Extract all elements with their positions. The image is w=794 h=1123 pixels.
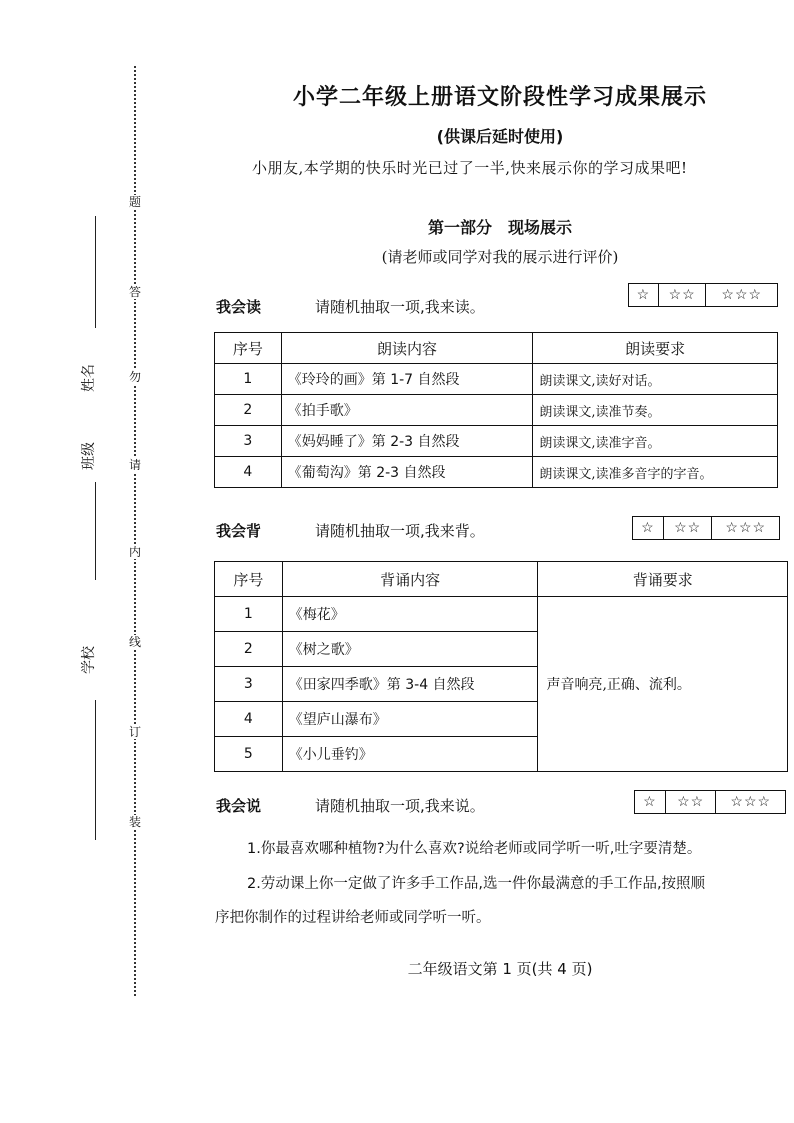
table-header-row — [215, 562, 788, 597]
row-content: 《田家四季歌》第 3-4 自然段 — [282, 667, 538, 702]
page-footer: 二年级语文第 1 页(共 4 页) — [407, 960, 593, 978]
row-content: 《树之歌》 — [282, 632, 538, 667]
rating-two-star[interactable]: ☆☆ — [664, 517, 713, 539]
seal-char-3: 勿 — [128, 370, 141, 384]
speak-question-1: 1.你最喜欢哪种植物?为什么喜欢?说给老师或同学听一听,吐字要清楚。 — [247, 841, 702, 857]
row-content: 《玲玲的画》第 1-7 自然段 — [281, 364, 533, 395]
rating-two-star[interactable]: ☆☆ — [659, 284, 707, 306]
rating-three-star[interactable]: ☆☆☆ — [721, 287, 763, 303]
read-section-label: 我会读 — [216, 298, 262, 316]
rating-one-star[interactable]: ☆ — [629, 284, 659, 306]
rating-three-star[interactable]: ☆☆☆ — [730, 794, 772, 810]
row-number: 1 — [215, 364, 282, 395]
table-row — [215, 426, 778, 457]
row-content: 《小儿垂钓》 — [282, 737, 538, 772]
row-number: 2 — [215, 395, 282, 426]
recite-section-instruction: 请随机抽取一项,我来背。 — [315, 522, 485, 540]
row-number: 3 — [215, 426, 282, 457]
row-requirement: 朗读课文,读好对话。 — [533, 364, 778, 395]
row-number: 4 — [215, 457, 282, 488]
seal-char-7: 订 — [128, 725, 141, 739]
seal-char-8: 装 — [128, 815, 141, 829]
page-title: 小学二年级上册语文阶段性学习成果展示 — [292, 85, 707, 110]
row-number: 2 — [215, 632, 283, 667]
recite-rating-box[interactable] — [632, 516, 780, 540]
read-table — [214, 332, 778, 488]
row-number: 1 — [215, 597, 283, 632]
row-number: 5 — [215, 737, 283, 772]
speak-rating-box[interactable] — [634, 790, 786, 814]
speak-question-2-line-1: 2.劳动课上你一定做了许多手工作品,选一件你最满意的手工作品,按照顺 — [247, 876, 706, 892]
row-content: 《葡萄沟》第 2-3 自然段 — [281, 457, 533, 488]
row-content: 《望庐山瀑布》 — [282, 702, 538, 737]
header-cell: 背诵要求 — [538, 562, 788, 597]
table-row — [215, 457, 778, 488]
row-content: 《拍手歌》 — [281, 395, 533, 426]
seal-char-2: 答 — [128, 285, 141, 299]
row-requirement: 朗读课文,读准多音字的字音。 — [533, 457, 778, 488]
seal-char-6: 线 — [128, 635, 141, 649]
rating-one-star[interactable]: ☆ — [635, 791, 666, 813]
recite-requirement: 声音响亮,正确、流利。 — [538, 597, 788, 772]
rating-one-star[interactable]: ☆ — [633, 517, 664, 539]
name-label: 姓名 — [81, 364, 97, 392]
part-note: (请老师或同学对我的展示进行评价) — [381, 248, 619, 266]
class-underline[interactable] — [95, 482, 96, 580]
seal-char-4: 请 — [128, 458, 141, 472]
seal-char-1: 题 — [128, 195, 141, 209]
header-cell: 朗读内容 — [281, 333, 533, 364]
table-row — [215, 364, 778, 395]
row-requirement: 朗读课文,读准节奏。 — [533, 395, 778, 426]
recite-table — [214, 561, 788, 772]
table-row — [215, 597, 788, 632]
part-title: 第一部分 现场展示 — [427, 218, 572, 237]
rating-two-star[interactable]: ☆☆ — [666, 791, 717, 813]
row-content: 《梅花》 — [282, 597, 538, 632]
recite-section-label: 我会背 — [216, 522, 262, 540]
header-cell: 序号 — [215, 562, 283, 597]
header-cell: 背诵内容 — [282, 562, 538, 597]
header-cell: 序号 — [215, 333, 282, 364]
read-section-instruction: 请随机抽取一项,我来读。 — [315, 298, 485, 316]
seal-char-5: 内 — [128, 545, 141, 559]
speak-section-label: 我会说 — [216, 797, 262, 815]
intro-text: 小朋友,本学期的快乐时光已过了一半,快来展示你的学习成果吧! — [252, 159, 688, 177]
table-row — [215, 395, 778, 426]
table-header-row — [215, 333, 778, 364]
header-cell: 朗读要求 — [533, 333, 778, 364]
rating-three-star[interactable]: ☆☆☆ — [725, 520, 767, 536]
row-number: 3 — [215, 667, 283, 702]
row-number: 4 — [215, 702, 283, 737]
page-subtitle: (供课后延时使用) — [436, 127, 564, 146]
school-underline[interactable] — [95, 700, 96, 840]
row-content: 《妈妈睡了》第 2-3 自然段 — [281, 426, 533, 457]
row-requirement: 朗读课文,读准字音。 — [533, 426, 778, 457]
school-label: 学校 — [81, 646, 97, 674]
speak-section-instruction: 请随机抽取一项,我来说。 — [315, 797, 485, 815]
name-underline[interactable] — [95, 216, 96, 328]
speak-question-2-line-2: 序把你制作的过程讲给老师或同学听一听。 — [215, 910, 491, 926]
read-rating-box[interactable] — [628, 283, 778, 307]
class-label: 班级 — [81, 442, 97, 470]
